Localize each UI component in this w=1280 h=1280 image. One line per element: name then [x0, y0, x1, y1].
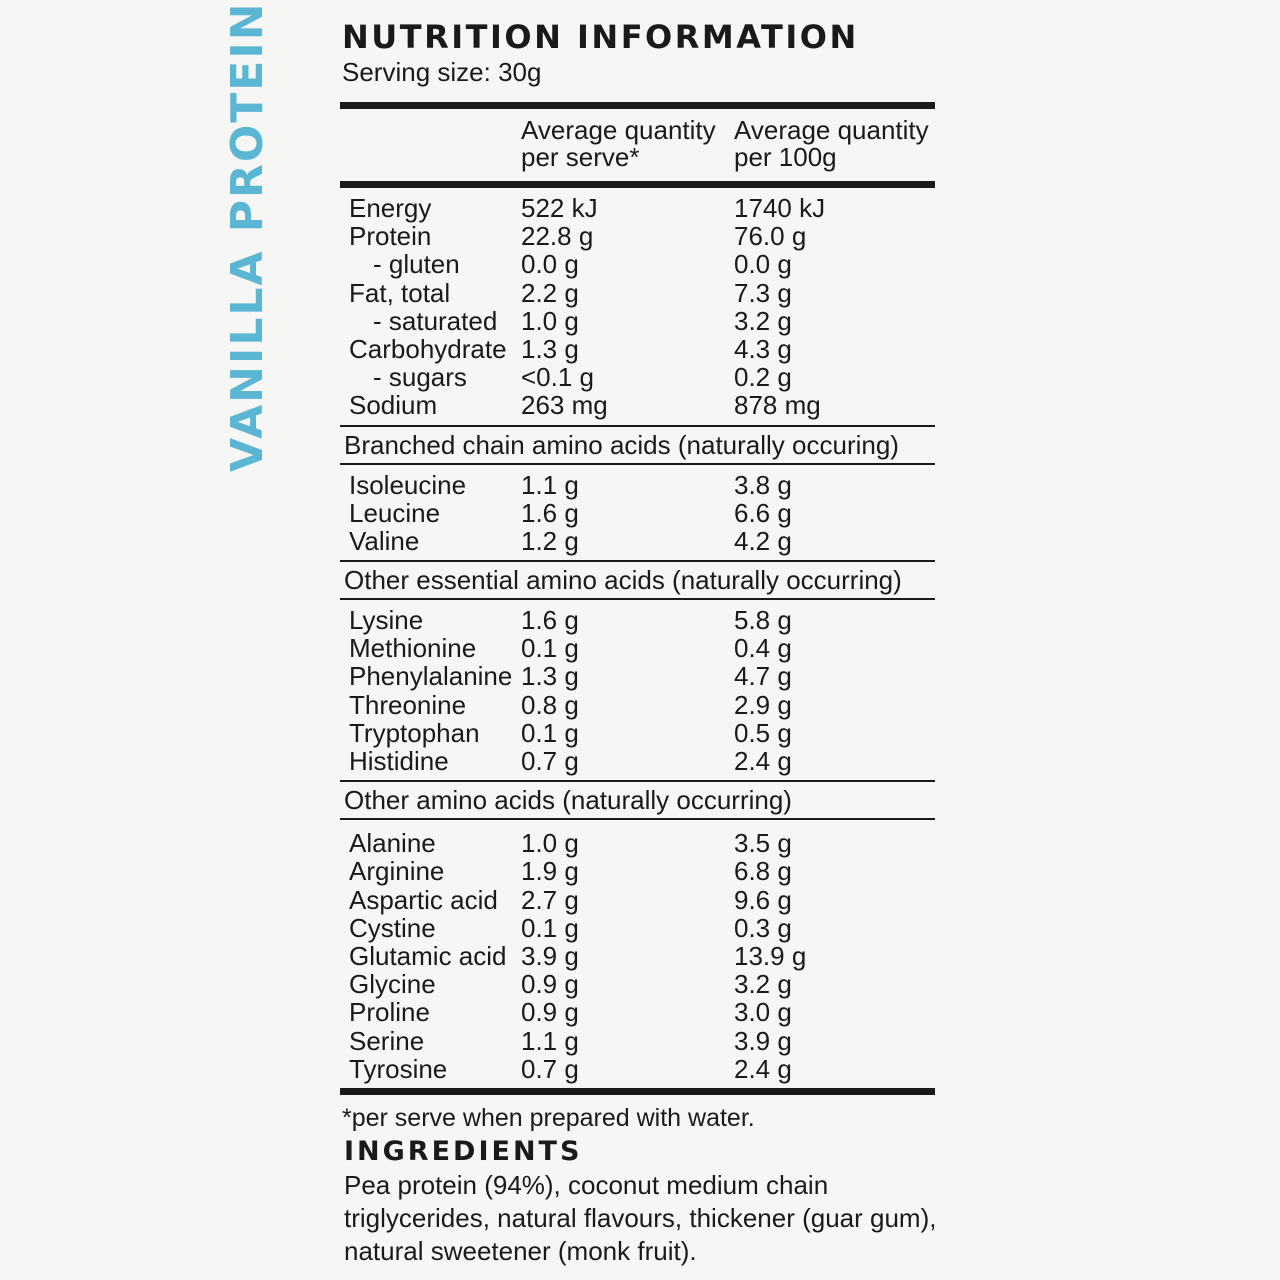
per-100g-value: 0.3 g	[734, 912, 792, 943]
per-100g-value: 0.5 g	[734, 717, 792, 748]
per-100g-value: 4.2 g	[734, 525, 792, 556]
per-100g-header	[734, 117, 929, 171]
per-100g-value: 2.4 g	[734, 746, 792, 776]
nutrient-name: Glutamic acid	[349, 940, 507, 971]
nutrient-name: Serine	[349, 1025, 425, 1056]
divider	[340, 1088, 935, 1095]
table-row	[340, 471, 935, 499]
table-row	[340, 998, 935, 1026]
other-title: Other amino acids (naturally occurring)	[344, 785, 792, 816]
table-row	[340, 829, 935, 857]
per-100g-value: 4.3 g	[734, 333, 792, 364]
table-row	[340, 499, 935, 527]
nutrient-name: Alanine	[349, 828, 436, 859]
product-name: VANILLA PROTEIN	[222, 1, 273, 472]
per-serve-header-line: per serve*	[521, 142, 640, 172]
per-100g-value: 1740 kJ	[734, 193, 826, 223]
nutrient-name: Valine	[349, 525, 420, 556]
other-table	[340, 820, 935, 1088]
nutrient-name: Phenylalanine	[349, 661, 513, 692]
table-row	[340, 527, 935, 555]
per-serve-value: 1.6 g	[521, 497, 579, 528]
per-serve-value: 22.8 g	[521, 221, 594, 252]
nutrient-name: Aspartic acid	[349, 884, 498, 915]
per-100g-header-line: Average quantity	[734, 115, 929, 145]
per-serve-value: 0.7 g	[521, 746, 579, 776]
nutrient-name: Carbohydrate	[349, 333, 507, 364]
table-row	[340, 307, 935, 335]
per-serve-value: 1.3 g	[521, 333, 579, 364]
per-serve-value: 0.1 g	[521, 912, 579, 943]
table-row	[340, 857, 935, 885]
per-100g-value: 3.0 g	[734, 997, 792, 1028]
per-serve-value: 1.2 g	[521, 525, 579, 556]
per-serve-value: 1.0 g	[521, 828, 579, 859]
per-serve-value: 0.7 g	[521, 1053, 579, 1084]
per-100g-value: 0.2 g	[734, 362, 792, 393]
per-serve-value: 0.1 g	[521, 633, 579, 664]
table-row	[340, 662, 935, 690]
nutrient-name: Protein	[349, 221, 432, 252]
per-100g-value: 4.7 g	[734, 661, 792, 692]
table-row	[340, 970, 935, 998]
per-100g-value: 3.5 g	[734, 828, 792, 859]
nutrient-name: Leucine	[349, 497, 441, 528]
nutrient-name: Sodium	[349, 390, 438, 421]
per-100g-value: 13.9 g	[734, 940, 807, 971]
table-row	[340, 606, 935, 634]
nutrient-name: Isoleucine	[349, 469, 467, 500]
nutrition-panel	[340, 18, 935, 1268]
nutrient-name: Histidine	[349, 746, 449, 776]
per-100g-value: 3.2 g	[734, 305, 792, 336]
per-serve-header-line: Average quantity	[521, 115, 716, 145]
nutrient-name: - gluten	[373, 249, 460, 280]
table-row	[340, 335, 935, 363]
nutrient-name: Glycine	[349, 969, 436, 1000]
table-row	[340, 194, 935, 222]
essential-table	[340, 600, 935, 780]
per-serve-value: 0.0 g	[521, 249, 579, 280]
nutrient-name: Proline	[349, 997, 430, 1028]
per-serve-value: 0.8 g	[521, 689, 579, 720]
per-serve-value: 0.1 g	[521, 717, 579, 748]
ingredients-line: Pea protein (94%), coconut medium chain	[344, 1169, 829, 1200]
per-serve-value: 1.6 g	[521, 605, 579, 636]
per-100g-value: 6.6 g	[734, 497, 792, 528]
table-row	[340, 279, 935, 307]
nutrient-name: Lysine	[349, 605, 424, 636]
nutrients-table	[340, 188, 935, 425]
nutrient-name: Energy	[349, 193, 432, 223]
per-100g-value: 2.4 g	[734, 1053, 792, 1084]
per-100g-value: 5.8 g	[734, 605, 792, 636]
table-row	[340, 222, 935, 250]
per-100g-value: 0.4 g	[734, 633, 792, 664]
footnote: *per serve when prepared with water.	[342, 1103, 755, 1132]
nutrient-name: Threonine	[349, 689, 467, 720]
per-serve-value: 1.3 g	[521, 661, 579, 692]
per-100g-value: 3.8 g	[734, 469, 792, 500]
nutrient-name: Tryptophan	[349, 717, 480, 748]
per-serve-value: <0.1 g	[521, 362, 595, 393]
table-row	[340, 942, 935, 970]
per-serve-header	[521, 117, 716, 171]
per-100g-value: 3.9 g	[734, 1025, 792, 1056]
per-serve-value: 1.9 g	[521, 856, 579, 887]
per-100g-value: 2.9 g	[734, 689, 792, 720]
per-serve-value: 1.1 g	[521, 469, 579, 500]
table-row	[340, 391, 935, 419]
per-serve-value: 2.2 g	[521, 277, 579, 308]
bcaa-table	[340, 465, 935, 561]
table-row	[340, 914, 935, 942]
per-100g-header-line: per 100g	[734, 142, 837, 172]
nutrient-name: Cystine	[349, 912, 436, 943]
nutrient-name: - saturated	[373, 305, 498, 336]
ingredients-line: triglycerides, natural flavours, thickener (guar gum),	[344, 1202, 937, 1233]
nutrient-name: Methionine	[349, 633, 477, 664]
divider	[340, 181, 935, 188]
per-serve-value: 1.1 g	[521, 1025, 579, 1056]
per-serve-value: 3.9 g	[521, 940, 579, 971]
bcaa-title: Branched chain amino acids (naturally occuring)	[344, 429, 899, 460]
per-serve-value: 2.7 g	[521, 884, 579, 915]
nutrition-heading: NUTRITION INFORMATION	[342, 18, 859, 56]
essential-title: Other essential amino acids (naturally occurring)	[344, 565, 902, 596]
per-serve-value: 263 mg	[521, 390, 608, 421]
per-serve-value: 0.9 g	[521, 997, 579, 1028]
table-row	[340, 747, 935, 775]
table-row	[340, 634, 935, 662]
table-row	[340, 1055, 935, 1083]
column-header-row	[340, 109, 935, 181]
nutrient-name: Fat, total	[349, 277, 451, 308]
per-100g-value: 7.3 g	[734, 277, 792, 308]
ingredients-heading: INGREDIENTS	[344, 1135, 583, 1167]
table-row	[340, 719, 935, 747]
per-serve-value: 0.9 g	[521, 969, 579, 1000]
per-100g-value: 76.0 g	[734, 221, 807, 252]
serving-size: Serving size: 30g	[342, 57, 542, 87]
ingredients-text	[340, 1169, 960, 1268]
divider	[340, 102, 935, 109]
nutrient-name: Arginine	[349, 856, 445, 887]
table-row	[340, 250, 935, 278]
table-row	[340, 363, 935, 391]
table-row	[340, 691, 935, 719]
nutrient-name: - sugars	[373, 362, 467, 393]
per-100g-value: 0.0 g	[734, 249, 792, 280]
per-100g-value: 3.2 g	[734, 969, 792, 1000]
per-100g-value: 9.6 g	[734, 884, 792, 915]
nutrient-name: Tyrosine	[349, 1053, 448, 1084]
table-row	[340, 1027, 935, 1055]
table-row	[340, 886, 935, 914]
per-serve-value: 522 kJ	[521, 193, 598, 223]
ingredients-line: natural sweetener (monk fruit).	[344, 1235, 697, 1266]
per-serve-value: 1.0 g	[521, 305, 579, 336]
per-100g-value: 6.8 g	[734, 856, 792, 887]
per-100g-value: 878 mg	[734, 390, 821, 421]
